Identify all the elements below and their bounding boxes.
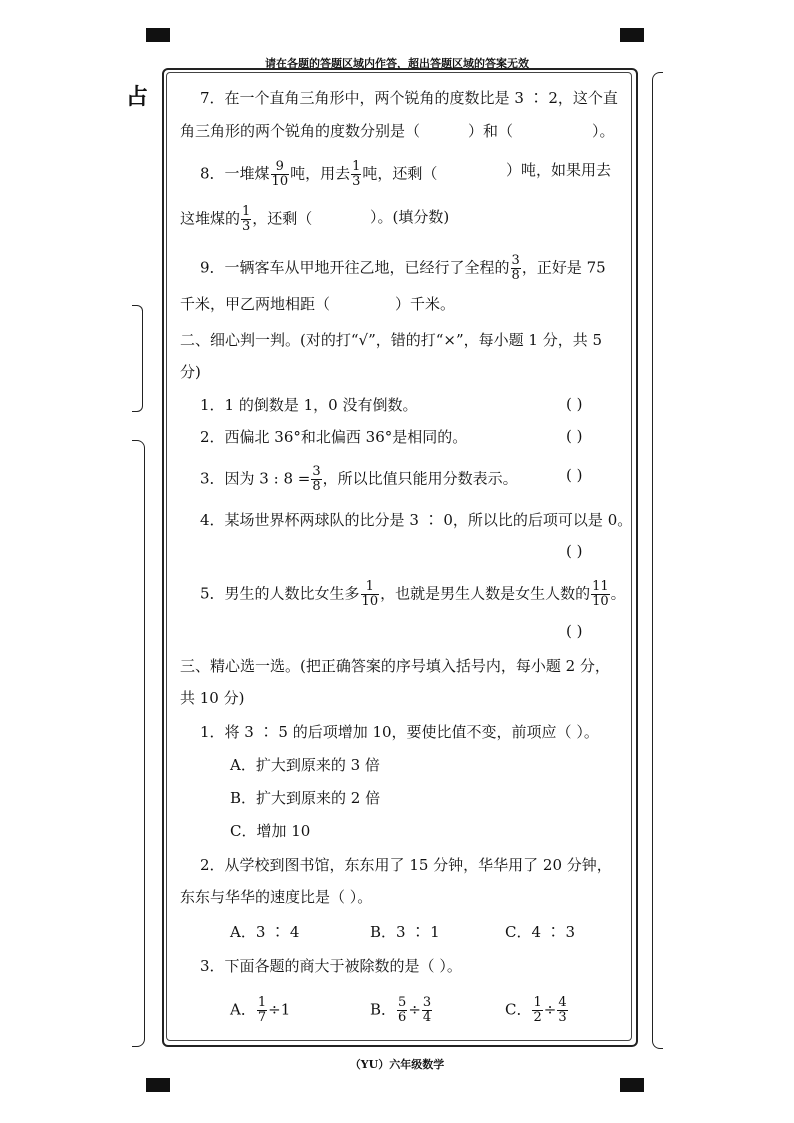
s2-item3: [200, 465, 518, 494]
s3-q1-stem: 1．将 3 ∶ 5 的后项增加 10，要使比值不变，前项应（ ）。: [200, 723, 599, 741]
left-binding-bracket-upper: [132, 305, 143, 412]
q7-line1: 7．在一个直角三角形中，两个锐角的度数比是 3 ∶ 2，这个直: [200, 89, 618, 107]
section3-title-line1: 三、精心选一选。(把正确答案的序号填入括号内，每小题 2 分，: [180, 657, 610, 675]
q9-text-2: ，正好是 75: [521, 258, 606, 277]
q8-text-6: ，还剩（: [252, 209, 313, 228]
s3-q2-stem-line1: 2．从学校到图书馆，东东用了 15 分钟，华华用了 20 分钟，: [200, 856, 612, 874]
next-column-frame-edge: [652, 72, 663, 1049]
section2-title-line1: 二、细心判一判。(对的打“√”，错的打“×”，每小题 1 分，共 5: [180, 331, 603, 349]
section3-title-line2: 共 10 分): [180, 689, 245, 707]
s3-q2-option-b[interactable]: B．3 ∶ 1: [370, 923, 440, 941]
s3-q3-b-fraction-1: $\frac{5}{6}$: [398, 995, 407, 1025]
s3-q2-option-c[interactable]: C．4 ∶ 3: [505, 923, 576, 941]
s3-q3-b-fraction-2: $\frac{3}{4}$: [422, 995, 432, 1025]
s3-q3-a-label: A．: [230, 1000, 256, 1019]
s3-q3-a-rest: ÷1: [268, 1000, 291, 1019]
q9-text-1: 9．一辆客车从甲地开往乙地，已经行了全程的: [200, 258, 510, 277]
s2-item1: 1．1 的倒数是 1，0 没有倒数。: [200, 396, 418, 414]
s2-item3-fraction: $\frac{3}{8}$: [312, 464, 321, 494]
s2-item4: 4．某场世界杯两球队的比分是 3 ∶ 0，所以比的后项可以是 0。: [200, 511, 633, 529]
q8-fraction-3: $\frac{1}{3}$: [242, 204, 251, 234]
s2-item1-answer[interactable]: ( ): [566, 395, 583, 413]
s2-item5-fraction-1: $\frac{1}{10}$: [361, 579, 379, 609]
s2-item5: [200, 580, 626, 609]
q9-fraction: $\frac{3}{8}$: [511, 253, 520, 283]
s2-item5-fraction-2: $\frac{11}{10}$: [592, 579, 609, 609]
q8-text-4: ）吨，如果用去: [506, 161, 612, 179]
s3-q2-stem-line2: 东东与华华的速度比是（ ）。: [180, 888, 373, 906]
q8-text-2: 吨，用去: [290, 164, 351, 183]
q7-line2-a: 角三角形的两个锐角的度数分别是（: [180, 122, 421, 140]
s3-q3-option-b[interactable]: [370, 996, 433, 1025]
s2-item3-answer[interactable]: ( ): [566, 466, 583, 484]
s3-q3-stem: 3．下面各题的商大于被除数的是（ ）。: [200, 957, 462, 975]
s3-q1-option-a[interactable]: A．扩大到原来的 3 倍: [230, 756, 380, 774]
s3-q3-option-c[interactable]: [505, 996, 569, 1025]
s2-item5-text-c: 。: [610, 584, 626, 603]
side-character: 占: [126, 84, 149, 110]
s2-item5-text-a: 5．男生的人数比女生多: [200, 584, 360, 603]
s3-q3-b-label: B．: [370, 1000, 397, 1019]
registration-mark-bottom-right: [620, 1078, 644, 1092]
page-footer: （YU）六年级数学: [349, 1058, 445, 1071]
q8-line2: [180, 205, 312, 234]
registration-mark-top-left: [146, 28, 170, 42]
s3-q3-c-label: C．: [505, 1000, 532, 1019]
q8-text-1: 8．一堆煤: [200, 164, 270, 183]
s2-item3-text-a: 3．因为 3 : 8 =: [200, 469, 311, 488]
s3-q3-c-fraction-2: $\frac{4}{3}$: [558, 995, 567, 1025]
s2-item4-answer[interactable]: ( ): [566, 542, 583, 560]
q8-text-3: 吨，还剩（: [362, 164, 438, 183]
s2-item2: 2．西偏北 36°和北偏西 36°是相同的。: [200, 428, 468, 446]
s3-q1-option-c[interactable]: C．增加 10: [230, 822, 311, 840]
q8-line1: [200, 160, 437, 189]
registration-mark-bottom-left: [146, 1078, 170, 1092]
q8-fraction-1: $\frac{9}{10}$: [271, 159, 289, 189]
s2-item5-text-b: ，也就是男生人数是女生人数的: [380, 584, 591, 603]
s3-q3-a-fraction: $\frac{1}{7}$: [257, 995, 267, 1025]
q8-text-7: ）。(填分数): [370, 208, 450, 226]
s3-q3-option-a[interactable]: [230, 996, 290, 1025]
s3-q3-c-op: ÷: [543, 1000, 557, 1019]
registration-mark-top-right: [620, 28, 644, 42]
q9-line1: [200, 254, 606, 283]
q8-text-5: 这堆煤的: [180, 209, 241, 228]
s2-item2-answer[interactable]: ( ): [566, 427, 583, 445]
q9-line2-a: 千米，甲乙两地相距（: [180, 295, 331, 313]
s3-q1-option-b[interactable]: B．扩大到原来的 2 倍: [230, 789, 381, 807]
s3-q3-b-op: ÷: [408, 1000, 421, 1019]
section2-title-line2: 分): [180, 363, 201, 381]
s2-item3-text-b: ，所以比值只能用分数表示。: [322, 469, 518, 488]
s3-q3-c-fraction-1: $\frac{1}{2}$: [533, 995, 542, 1025]
s2-item5-answer[interactable]: ( ): [566, 622, 583, 640]
q7-line2-c: ）。: [592, 122, 615, 140]
q7-line2-b: ）和（: [468, 122, 514, 140]
q9-line2-b: ）千米。: [395, 295, 456, 313]
q8-fraction-2: $\frac{1}{3}$: [352, 159, 361, 189]
left-binding-bracket-lower: [132, 440, 145, 1047]
answer-area-notice: 请在各题的答题区域内作答，超出答题区域的答案无效: [265, 57, 529, 70]
s3-q2-option-a[interactable]: A．3 ∶ 4: [230, 923, 300, 941]
